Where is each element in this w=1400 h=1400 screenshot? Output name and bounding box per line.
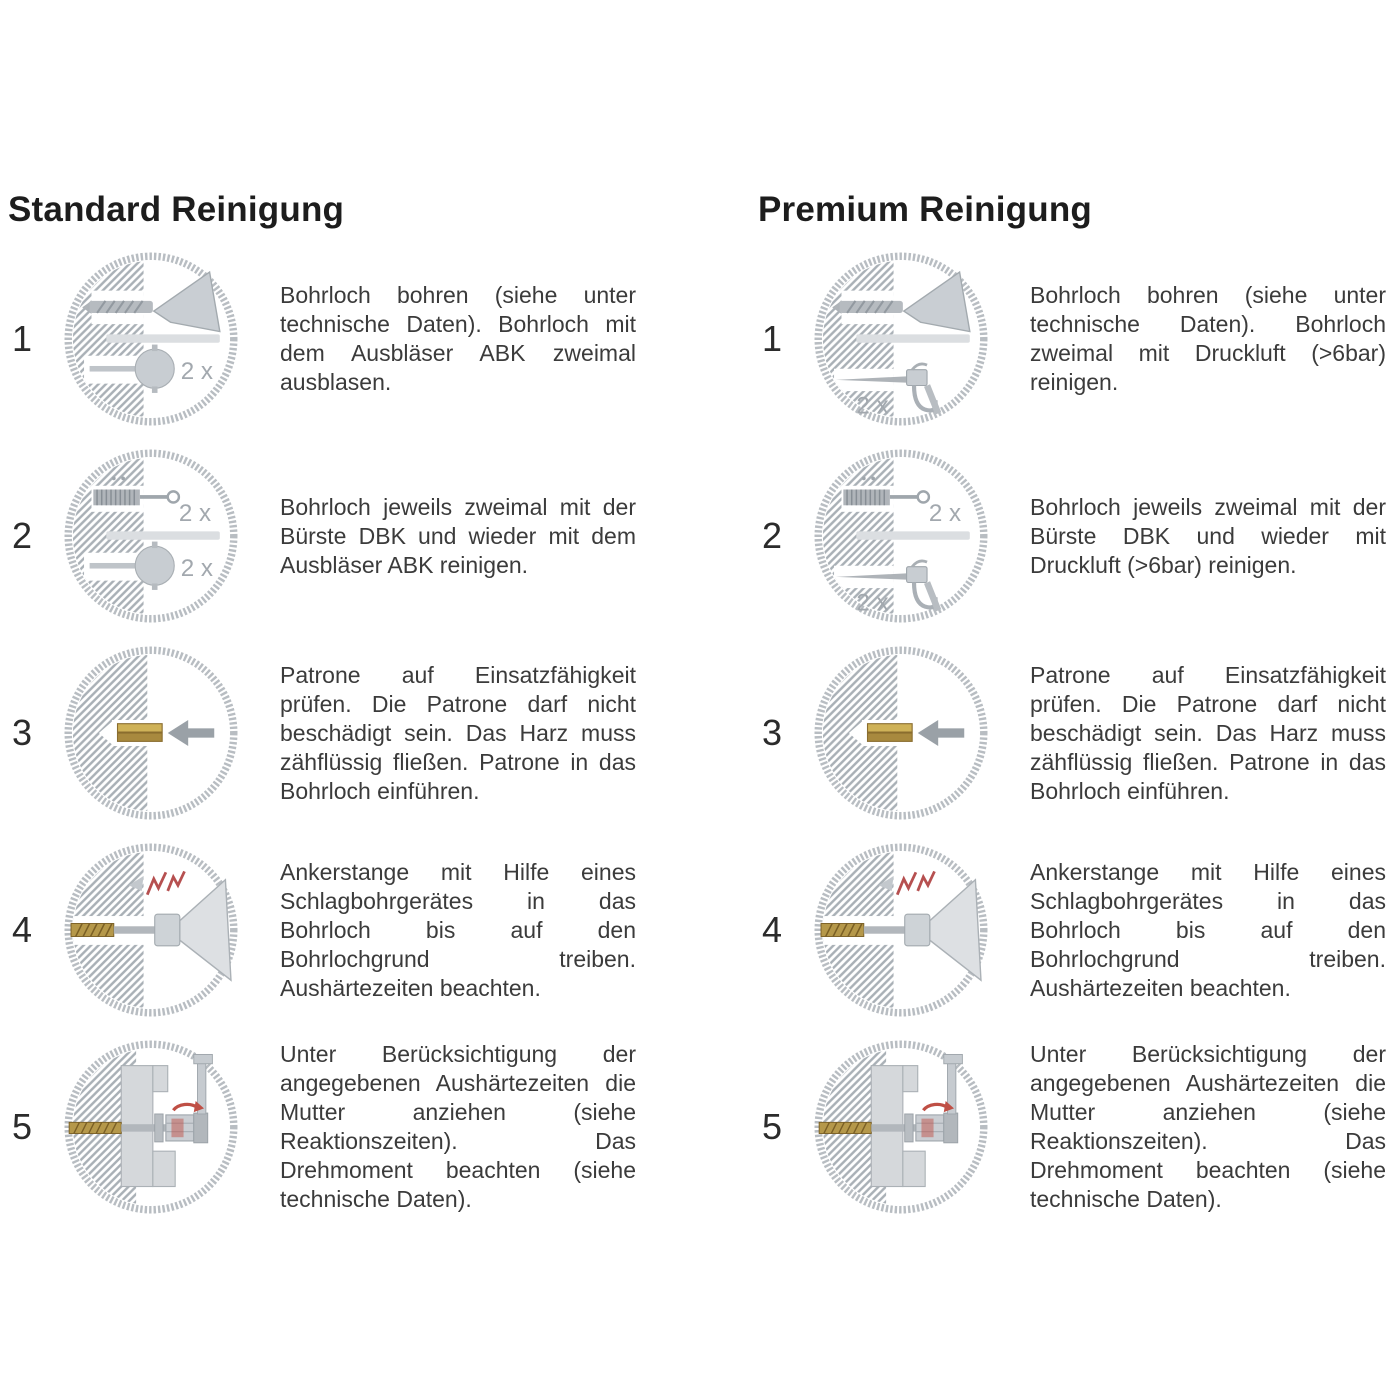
illustration-nut-torque [808,1034,994,1220]
step-row-premium-2 [758,443,1392,629]
step-row-premium-5 [758,1034,1392,1220]
column-premium [758,190,1392,1231]
column-standard [8,190,642,1231]
illustration-cartridge-insert [58,640,244,826]
step-number: 4 [762,909,783,950]
step-number: 3 [12,712,33,753]
step-text: Ankerstange mit Hilfe eines Schlagbohrgerätes in das Bohrloch bis auf den Bohrlochgrund treiben. Aushärtezeiten beachten. [1030,858,1386,1001]
column-title-standard: Standard Reinigung [8,190,345,229]
step-text: Bohrloch jeweils zweimal mit der Bürste DBK und wieder mit dem Ausbläser ABK reinigen. [280,493,636,578]
step-number: 5 [762,1106,783,1147]
step-number: 3 [762,712,783,753]
step-row-standard-5 [8,1034,642,1220]
illustration-brush-blower [58,443,244,629]
illustration-anchor-rod-drive [808,837,994,1023]
step-text: Bohrloch bohren (siehe unter technische Daten). Bohrloch mit dem Ausbläser ABK zweimal ausblasen. [280,282,636,395]
step-text: Bohrloch jeweils zweimal mit der Bürste DBK und wieder mit Druckluft (>6bar) reinigen. [1030,493,1386,578]
illustration-brush-airgun [808,443,994,629]
column-title-premium: Premium Reinigung [758,190,1092,229]
step-number: 1 [12,318,33,359]
step-row-standard-2 [8,443,642,629]
step-row-standard-3 [8,640,642,826]
step-text: Patrone auf Einsatzfähigkeit prüfen. Die Patrone darf nicht beschädigt sein. Das Harz muss zähflüssig fließen. Patrone in das Bohrloch einführen. [1030,661,1386,804]
step-text: Patrone auf Einsatzfähigkeit prüfen. Die Patrone darf nicht beschädigt sein. Das Harz muss zähflüssig fließen. Patrone in das Bohrloch einführen. [280,661,636,804]
step-text: Unter Berücksichtigung der angegebenen Aushärtezeiten die Mutter anziehen (siehe Reaktionszeiten). Das Drehmoment beachten (siehe technische Daten). [1030,1041,1386,1212]
step-number: 5 [12,1106,33,1147]
step-text: Unter Berücksichtigung der angegebenen Aushärtezeiten die Mutter anziehen (siehe Reaktionszeiten). Das Drehmoment beachten (siehe technische Daten). [280,1041,636,1212]
step-number: 2 [762,515,783,556]
step-row-standard-4 [8,837,642,1023]
step-number: 1 [762,318,783,359]
illustration-nut-torque [58,1034,244,1220]
step-row-premium-1 [758,246,1392,432]
step-row-premium-3 [758,640,1392,826]
step-row-standard-1 [8,246,642,432]
step-text: Ankerstange mit Hilfe eines Schlagbohrgerätes in das Bohrloch bis auf den Bohrlochgrund treiben. Aushärtezeiten beachten. [280,858,636,1001]
illustration-drill-airgun [808,246,994,432]
illustration-cartridge-insert [808,640,994,826]
step-number: 2 [12,515,33,556]
illustration-anchor-rod-drive [58,837,244,1023]
step-text: Bohrloch bohren (siehe unter technische Daten). Bohrloch zweimal mit Druckluft (>6bar) reinigen. [1030,282,1386,395]
step-row-premium-4 [758,837,1392,1023]
step-number: 4 [12,909,33,950]
illustration-drill-blower [58,246,244,432]
